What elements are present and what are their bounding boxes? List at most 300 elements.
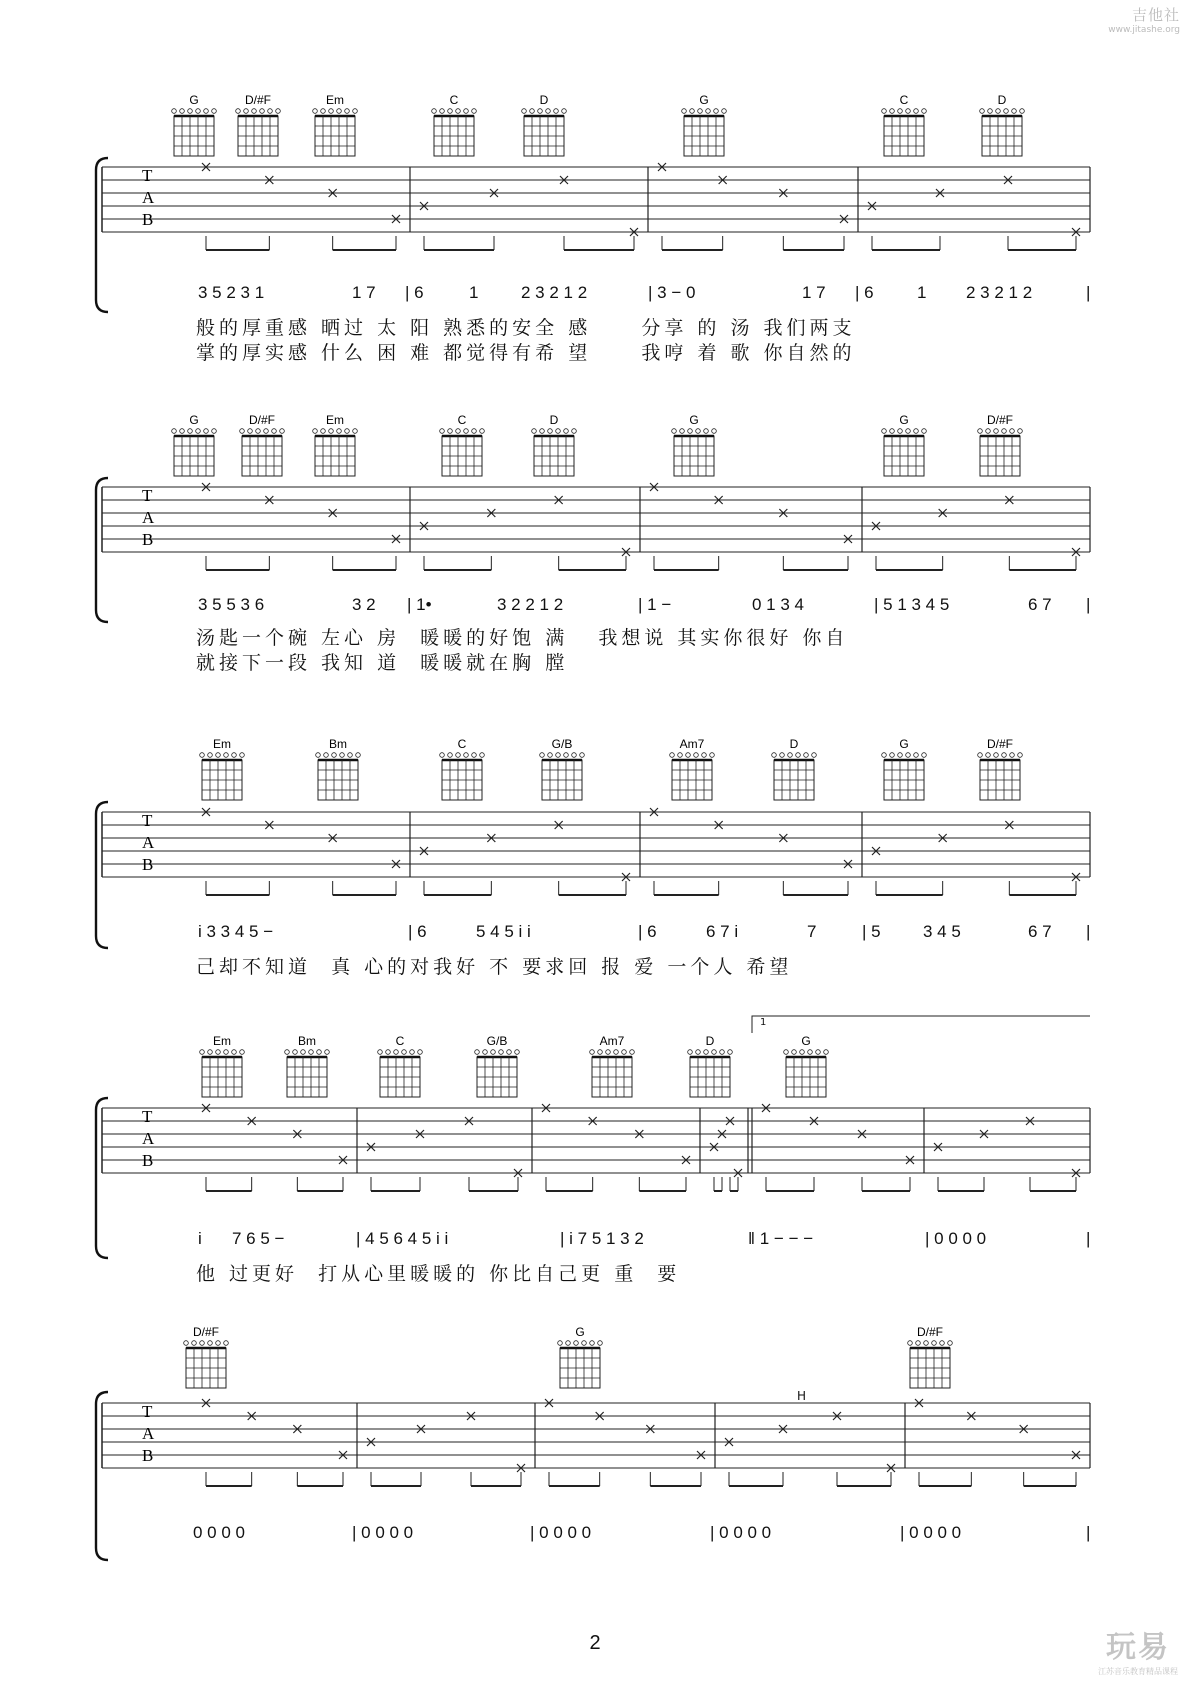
open-string-mark (293, 1050, 298, 1055)
open-string-mark (540, 753, 545, 758)
jianpu-group: | (1086, 922, 1091, 941)
open-string-mark (622, 1050, 627, 1055)
tab-clef-letter: A (142, 188, 155, 207)
open-string-mark (1010, 429, 1015, 434)
jianpu-group: ‖ 1 − − − (748, 1229, 814, 1248)
lyrics-verse-1: 般的厚重感 晒过 太 阳 熟悉的安全 感 分享 的 汤 我们两支 (196, 317, 856, 339)
chord-name: C (395, 1034, 405, 1048)
chord-diagram (522, 93, 567, 156)
open-string-mark (480, 753, 485, 758)
open-string-mark (472, 753, 477, 758)
open-string-mark (688, 429, 693, 434)
watermark-subtitle: 江苏音乐教育精品课程 (1098, 1667, 1178, 1676)
open-string-mark (272, 429, 277, 434)
open-string-mark (475, 1050, 480, 1055)
open-string-mark (890, 109, 895, 114)
open-string-mark (216, 1050, 221, 1055)
open-string-mark (804, 753, 809, 758)
chord-name: Em (326, 93, 344, 107)
open-string-mark (706, 109, 711, 114)
tab-clef-letter: A (142, 1424, 155, 1443)
open-string-mark (325, 1050, 330, 1055)
chord-name: D (539, 93, 549, 107)
open-string-mark (978, 753, 983, 758)
chord-name: C (449, 93, 459, 107)
jianpu-group: | 0 0 0 0 (900, 1523, 962, 1542)
open-string-mark (678, 753, 683, 758)
open-string-mark (240, 429, 245, 434)
tab-clef-letter: A (142, 1129, 155, 1148)
open-string-mark (606, 1050, 611, 1055)
open-string-mark (994, 429, 999, 434)
open-string-mark (204, 109, 209, 114)
open-string-mark (986, 429, 991, 434)
open-string-mark (240, 753, 245, 758)
jianpu-group: | 6 (405, 283, 424, 302)
jianpu-group: 3 2 2 1 2 (497, 595, 564, 614)
open-string-mark (180, 109, 185, 114)
open-string-mark (590, 1050, 595, 1055)
open-string-mark (464, 109, 469, 114)
chord-diagram (540, 737, 585, 800)
chord-diagram (688, 1034, 733, 1097)
open-string-mark (410, 1050, 415, 1055)
open-string-mark (1018, 753, 1023, 758)
jianpu-group: | 1• (407, 595, 432, 614)
open-string-mark (313, 109, 318, 114)
open-string-mark (780, 753, 785, 758)
volta-bracket-number: 1 (760, 1017, 767, 1028)
open-string-mark (345, 109, 350, 114)
open-string-mark (672, 429, 677, 434)
chord-diagram (200, 737, 245, 800)
open-string-mark (788, 753, 793, 758)
open-string-mark (200, 1050, 205, 1055)
open-string-mark (345, 429, 350, 434)
chord-name: D (997, 93, 1007, 107)
open-string-mark (812, 753, 817, 758)
open-string-mark (698, 109, 703, 114)
open-string-mark (188, 109, 193, 114)
open-string-mark (696, 429, 701, 434)
chord-name: Em (213, 737, 231, 751)
chord-name: G (899, 737, 909, 751)
open-string-mark (200, 753, 205, 758)
open-string-mark (507, 1050, 512, 1055)
open-string-mark (224, 1050, 229, 1055)
jianpu-group: | 0 0 0 0 (530, 1523, 592, 1542)
open-string-mark (394, 1050, 399, 1055)
jianpu-group: 2 3 2 1 2 (966, 283, 1033, 302)
open-string-mark (1002, 429, 1007, 434)
open-string-mark (562, 109, 567, 114)
open-string-mark (548, 429, 553, 434)
lyrics-verse-1: 他 过更好 打从心里暖暖的 你比自己更 重 要 (196, 1263, 681, 1285)
open-string-mark (556, 753, 561, 758)
chord-diagram (532, 413, 577, 476)
jianpu-group: | 5 1 3 4 5 (874, 595, 950, 614)
open-string-mark (337, 109, 342, 114)
tab-clef-letter: T (142, 166, 153, 185)
chord-name: C (457, 737, 467, 751)
open-string-mark (722, 109, 727, 114)
open-string-mark (280, 429, 285, 434)
chord-diagram (882, 737, 927, 800)
open-string-mark (556, 429, 561, 434)
open-string-mark (914, 753, 919, 758)
open-string-mark (224, 1341, 229, 1346)
open-string-mark (688, 1050, 693, 1055)
chord-name: G (801, 1034, 811, 1048)
chord-diagram (882, 93, 927, 156)
chord-name: D (705, 1034, 715, 1048)
open-string-mark (572, 429, 577, 434)
open-string-mark (172, 109, 177, 114)
jianpu-group: 0 1 3 4 (752, 595, 804, 614)
jianpu-group: | 3 − 0 (648, 283, 696, 302)
open-string-mark (301, 1050, 306, 1055)
chord-name: Am7 (679, 737, 705, 751)
lyrics-verse-1: 己却不知道 真 心的对我好 不 要求回 报 爱 一个人 希望 (196, 956, 793, 978)
watermark-url: www.jitashe.org (1108, 25, 1180, 35)
chord-diagram (432, 93, 477, 156)
tab-clef-letter: T (142, 486, 153, 505)
open-string-mark (548, 753, 553, 758)
open-string-mark (212, 429, 217, 434)
chord-name: C (899, 93, 909, 107)
open-string-mark (980, 109, 985, 114)
open-string-mark (816, 1050, 821, 1055)
open-string-mark (796, 753, 801, 758)
open-string-mark (702, 753, 707, 758)
open-string-mark (680, 429, 685, 434)
open-string-mark (906, 109, 911, 114)
open-string-mark (590, 1341, 595, 1346)
open-string-mark (792, 1050, 797, 1055)
open-string-mark (256, 429, 261, 434)
jianpu-group: 7 (807, 922, 817, 941)
open-string-mark (440, 753, 445, 758)
open-string-mark (898, 109, 903, 114)
open-string-mark (378, 1050, 383, 1055)
tab-clef-letter: T (142, 1107, 153, 1126)
jianpu-group: | (1086, 283, 1091, 302)
chord-diagram (908, 1325, 953, 1388)
chord-diagram (978, 737, 1023, 800)
open-string-mark (566, 1341, 571, 1346)
open-string-mark (546, 109, 551, 114)
open-string-mark (986, 753, 991, 758)
open-string-mark (402, 1050, 407, 1055)
open-string-mark (564, 429, 569, 434)
open-string-mark (996, 109, 1001, 114)
open-string-mark (480, 429, 485, 434)
open-string-mark (329, 109, 334, 114)
open-string-mark (898, 429, 903, 434)
volta-bracket (752, 1016, 1090, 1033)
chord-name: D/#F (986, 413, 1014, 427)
open-string-mark (248, 429, 253, 434)
chord-diagram (882, 413, 927, 476)
jianpu-group: | 0 0 0 0 (352, 1523, 414, 1542)
chord-name: Em (213, 1034, 231, 1048)
open-string-mark (564, 753, 569, 758)
open-string-mark (332, 753, 337, 758)
open-string-mark (694, 753, 699, 758)
open-string-mark (200, 1341, 205, 1346)
open-string-mark (224, 753, 229, 758)
chord-diagram (172, 93, 217, 156)
open-string-mark (204, 429, 209, 434)
chord-diagram (440, 737, 485, 800)
chord-name: D/#F (986, 737, 1014, 751)
chord-diagram (590, 1034, 635, 1097)
open-string-mark (728, 1050, 733, 1055)
chord-name: G (575, 1325, 585, 1339)
open-string-mark (184, 1341, 189, 1346)
open-string-mark (232, 753, 237, 758)
open-string-mark (686, 753, 691, 758)
chord-diagram (682, 93, 727, 156)
jianpu-line-2 (0, 595, 1190, 621)
chord-diagram (236, 93, 281, 156)
open-string-mark (483, 1050, 488, 1055)
chord-name: D (789, 737, 799, 751)
open-string-mark (670, 753, 675, 758)
open-string-mark (572, 753, 577, 758)
jianpu-group: 7 6 5 − (232, 1229, 285, 1248)
open-string-mark (448, 109, 453, 114)
open-string-mark (922, 753, 927, 758)
tab-clef-letter: T (142, 811, 153, 830)
tab-clef-letter: B (142, 855, 154, 874)
chord-name: G/B (486, 1034, 508, 1048)
chord-diagram (784, 1034, 829, 1097)
chord-diagram (440, 413, 485, 476)
open-string-mark (440, 429, 445, 434)
chord-diagram (200, 1034, 245, 1097)
open-string-mark (772, 753, 777, 758)
chord-diagram (672, 413, 717, 476)
open-string-mark (924, 1341, 929, 1346)
jianpu-group: 3 5 5 3 6 (198, 595, 265, 614)
open-string-mark (800, 1050, 805, 1055)
open-string-mark (337, 429, 342, 434)
open-string-mark (208, 1341, 213, 1346)
jianpu-group: | (1086, 595, 1091, 614)
open-string-mark (530, 109, 535, 114)
open-string-mark (1012, 109, 1017, 114)
open-string-mark (906, 429, 911, 434)
open-string-mark (172, 429, 177, 434)
open-string-mark (690, 109, 695, 114)
chord-name: G (189, 93, 199, 107)
jianpu-group: 5 4 5 i i (476, 922, 531, 941)
open-string-mark (540, 429, 545, 434)
chord-name: D/#F (244, 93, 272, 107)
open-string-mark (1018, 429, 1023, 434)
jianpu-group: | 0 0 0 0 (710, 1523, 772, 1542)
chord-diagram (558, 1325, 603, 1388)
open-string-mark (914, 109, 919, 114)
chord-diagram (172, 413, 217, 476)
open-string-mark (598, 1341, 603, 1346)
chord-diagram (184, 1325, 229, 1388)
open-string-mark (313, 429, 318, 434)
open-string-mark (908, 1341, 913, 1346)
open-string-mark (978, 429, 983, 434)
open-string-mark (824, 1050, 829, 1055)
open-string-mark (614, 1050, 619, 1055)
tab-clef-letter: B (142, 1446, 154, 1465)
open-string-mark (264, 429, 269, 434)
open-string-mark (906, 753, 911, 758)
jianpu-group: | (1086, 1523, 1091, 1542)
open-string-mark (1020, 109, 1025, 114)
open-string-mark (329, 429, 334, 434)
tab-clef-letter: B (142, 210, 154, 229)
open-string-mark (340, 753, 345, 758)
open-string-mark (922, 109, 927, 114)
jianpu-group: i (198, 1229, 202, 1248)
open-string-mark (316, 753, 321, 758)
jianpu-group: 2 3 2 1 2 (521, 283, 588, 302)
open-string-mark (321, 429, 326, 434)
open-string-mark (784, 1050, 789, 1055)
open-string-mark (988, 109, 993, 114)
open-string-mark (321, 109, 326, 114)
tab-clef-letter: T (142, 1402, 153, 1421)
open-string-mark (491, 1050, 496, 1055)
chord-name: G (689, 413, 699, 427)
chord-name: Em (326, 413, 344, 427)
open-string-mark (898, 753, 903, 758)
chord-diagram (285, 1034, 330, 1097)
open-string-mark (714, 109, 719, 114)
jianpu-line-4 (0, 1229, 1190, 1255)
open-string-mark (252, 109, 257, 114)
jianpu-group: | i 7 5 1 3 2 (560, 1229, 644, 1248)
open-string-mark (448, 429, 453, 434)
chord-diagram (980, 93, 1025, 156)
open-string-mark (580, 753, 585, 758)
jianpu-group: 0 0 0 0 (193, 1523, 245, 1542)
open-string-mark (1002, 753, 1007, 758)
open-string-mark (940, 1341, 945, 1346)
open-string-mark (522, 109, 527, 114)
open-string-mark (472, 429, 477, 434)
chord-diagram (978, 413, 1023, 476)
open-string-mark (472, 109, 477, 114)
open-string-mark (1004, 109, 1009, 114)
lyrics-verse-2: 就接下一段 我知 道 暖暖就在胸 膛 (196, 652, 569, 674)
open-string-mark (353, 109, 358, 114)
jianpu-group: | 6 (408, 922, 427, 941)
chord-name: Bm (298, 1034, 316, 1048)
jianpu-group: | 6 (638, 922, 657, 941)
open-string-mark (710, 753, 715, 758)
open-string-mark (696, 1050, 701, 1055)
jianpu-group: | 1 − (638, 595, 672, 614)
open-string-mark (914, 429, 919, 434)
open-string-mark (216, 753, 221, 758)
jianpu-group: | 0 0 0 0 (925, 1229, 987, 1248)
open-string-mark (464, 753, 469, 758)
page-number: 2 (589, 1632, 601, 1654)
open-string-mark (418, 1050, 423, 1055)
open-string-mark (456, 429, 461, 434)
open-string-mark (932, 1341, 937, 1346)
open-string-mark (532, 429, 537, 434)
open-string-mark (240, 1050, 245, 1055)
open-string-mark (916, 1341, 921, 1346)
open-string-mark (499, 1050, 504, 1055)
chord-name: G (699, 93, 709, 107)
chord-name: D (549, 413, 559, 427)
chord-name: D/#F (916, 1325, 944, 1339)
jianpu-group: 3 2 (352, 595, 376, 614)
jianpu-group: 1 7 (352, 283, 376, 302)
open-string-mark (882, 429, 887, 434)
open-string-mark (554, 109, 559, 114)
hammer-on-mark: H (797, 1389, 807, 1403)
open-string-mark (994, 753, 999, 758)
jianpu-group: 6 7 i (706, 922, 739, 941)
chord-name: Am7 (599, 1034, 625, 1048)
open-string-mark (440, 109, 445, 114)
open-string-mark (558, 1341, 563, 1346)
open-string-mark (464, 429, 469, 434)
open-string-mark (208, 753, 213, 758)
open-string-mark (948, 1341, 953, 1346)
open-string-mark (348, 753, 353, 758)
jianpu-line-1 (0, 283, 1190, 309)
jianpu-group: 1 (469, 283, 479, 302)
chord-diagram (772, 737, 817, 800)
open-string-mark (630, 1050, 635, 1055)
tab-clef-letter: A (142, 833, 155, 852)
open-string-mark (232, 1050, 237, 1055)
open-string-mark (712, 1050, 717, 1055)
chord-name: C (457, 413, 467, 427)
chord-diagram (670, 737, 715, 800)
open-string-mark (882, 109, 887, 114)
lyrics-verse-2: 掌的厚实感 什么 困 难 都觉得有希 望 我哼 着 歌 你自然的 (196, 342, 856, 364)
open-string-mark (324, 753, 329, 758)
open-string-mark (456, 109, 461, 114)
open-string-mark (192, 1341, 197, 1346)
chord-name: G/B (551, 737, 573, 751)
chord-name: D/#F (248, 413, 276, 427)
jianpu-group: | 5 (862, 922, 881, 941)
open-string-mark (515, 1050, 520, 1055)
chord-diagram (313, 93, 358, 156)
jianpu-group: | 6 (855, 283, 874, 302)
jianpu-group: 6 7 (1028, 595, 1052, 614)
jianpu-group: 1 7 (802, 283, 826, 302)
open-string-mark (704, 429, 709, 434)
chord-diagram (240, 413, 285, 476)
chord-diagram (475, 1034, 520, 1097)
open-string-mark (448, 753, 453, 758)
jianpu-group: i 3 3 4 5 − (198, 922, 274, 941)
open-string-mark (574, 1341, 579, 1346)
open-string-mark (309, 1050, 314, 1055)
open-string-mark (808, 1050, 813, 1055)
open-string-mark (196, 109, 201, 114)
open-string-mark (260, 109, 265, 114)
open-string-mark (244, 109, 249, 114)
